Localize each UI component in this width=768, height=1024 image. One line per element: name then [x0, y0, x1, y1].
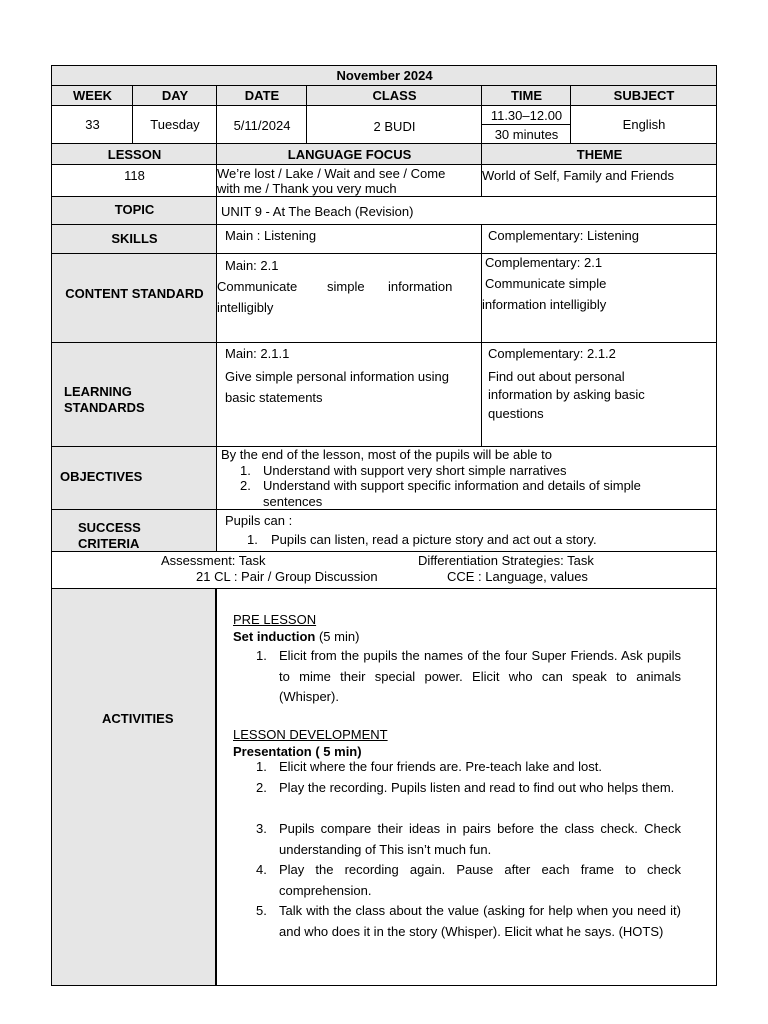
- learning-standards-comp-line-3: questions: [488, 406, 544, 421]
- date-value: 5/11/2024: [233, 118, 291, 133]
- dev-item-3-text: Pupils compare their ideas in pairs before the class check. Check understanding of This isn’t much fun.: [279, 821, 681, 857]
- lesson-plan-table: [51, 65, 717, 986]
- cl-text: 21 CL : Pair / Group Discussion: [196, 569, 378, 584]
- day-value: Tuesday: [150, 117, 200, 132]
- objective-2-number: 2.: [240, 478, 251, 493]
- success-criteria-intro: Pupils can :: [225, 513, 293, 528]
- content-standard-main-word-1: Communicate: [217, 279, 298, 294]
- objective-2-text-line-2: sentences: [263, 494, 323, 509]
- skills-complementary: Complementary: Listening: [488, 228, 640, 243]
- cce-text: CCE : Language, values: [447, 569, 588, 584]
- skills-main: Main : Listening: [225, 228, 317, 243]
- day-header: DAY: [161, 88, 189, 103]
- assessment-cell: [52, 552, 717, 589]
- dev-item-5-text: Talk with the class about the value (asking for help when you need it) and who does it in the story (Whisper). Elicit what he says. (HOTS): [279, 903, 681, 939]
- theme-value: World of Self, Family and Friends: [482, 168, 674, 183]
- activities-label-cell: [52, 589, 217, 986]
- differentiation-text: Differentiation Strategies: Task: [418, 553, 594, 568]
- duration-value: 30 minutes: [494, 127, 559, 142]
- lesson-number: 118: [124, 168, 145, 183]
- pre-lesson-heading: PRE LESSON: [233, 612, 317, 627]
- success-criteria-label-line-1: SUCCESS: [78, 520, 141, 535]
- week-value: 33: [85, 117, 100, 132]
- learning-standards-comp-line-2: information by asking basic: [488, 387, 645, 402]
- pre-item-1-text: Elicit from the pupils the names of the four Super Friends. Ask pupils to mime their special power. Elicit who can speak to animals (Whisper).: [279, 648, 681, 704]
- dev-item-2-text: Play the recording. Pupils listen and read to find out who helps them.: [279, 780, 675, 795]
- dev-item-3-number: 3.: [256, 821, 267, 836]
- language-focus-line-2: with me / Thank you very much: [217, 181, 397, 196]
- dev-item-4-number: 4.: [256, 862, 267, 877]
- theme-header: THEME: [576, 147, 623, 162]
- topic-value: UNIT 9 - At The Beach (Revision): [221, 204, 414, 219]
- learning-standards-main-code: Main: 2.1.1: [225, 346, 290, 361]
- presentation-heading: Presentation ( 5 min): [233, 744, 362, 759]
- topic-label: TOPIC: [114, 202, 155, 217]
- month-title: November 2024: [336, 68, 433, 83]
- objective-1-text: Understand with support very short simple narratives: [263, 463, 567, 478]
- class-header: CLASS: [372, 88, 417, 103]
- set-induction-heading: [233, 629, 359, 645]
- set-induction-time: (5 min): [315, 629, 360, 644]
- dev-item-2-number: 2.: [256, 780, 267, 795]
- objectives-intro: By the end of the lesson, most of the pupils will be able to: [221, 447, 552, 462]
- success-criterion-1-text: Pupils can listen, read a picture story and act out a story.: [271, 532, 597, 547]
- dev-item-1-text: Elicit where the four friends are. Pre-teach lake and lost.: [279, 759, 602, 774]
- time-value: 11.30–12.00: [490, 108, 563, 123]
- subject-value: English: [622, 117, 666, 132]
- content-standard-comp-code: Complementary: 2.1: [485, 255, 603, 270]
- lesson-header: LESSON: [107, 147, 162, 162]
- objectives-label: OBJECTIVES: [60, 469, 143, 484]
- content-standard-main-word-4: intelligibly: [217, 300, 274, 315]
- class-value: 2 BUDI: [373, 119, 416, 134]
- dev-item-1-number: 1.: [256, 759, 267, 774]
- learning-standards-main-line-1: Give simple personal information using: [225, 369, 449, 384]
- dev-item-5-number: 5.: [256, 903, 267, 918]
- learning-standards-comp-line-1: Find out about personal: [488, 369, 625, 384]
- activities-label: ACTIVITIES: [102, 711, 174, 726]
- content-standard-main-word-3: information: [388, 279, 453, 294]
- dev-item-4-text: Play the recording again. Pause after each frame to check comprehension.: [279, 862, 681, 898]
- objective-2-text-line-1: Understand with support specific information and details of simple: [263, 478, 641, 493]
- time-header: TIME: [510, 88, 543, 103]
- set-induction-label: Set induction: [233, 629, 316, 644]
- success-criteria-label-line-2: CRITERIA: [78, 536, 140, 551]
- subject-header: SUBJECT: [613, 88, 675, 103]
- week-header: WEEK: [73, 88, 112, 103]
- pre-item-1-number: 1.: [256, 648, 267, 663]
- assessment-text: Assessment: Task: [161, 553, 266, 568]
- objective-1-number: 1.: [240, 463, 251, 478]
- content-standard-comp-line-2: information intelligibly: [482, 297, 607, 312]
- date-header: DATE: [244, 88, 280, 103]
- language-focus-line-1: We’re lost / Lake / Wait and see / Come: [217, 166, 446, 181]
- learning-standards-label-line-2: STANDARDS: [64, 400, 145, 415]
- skills-label: SKILLS: [111, 231, 158, 246]
- success-criterion-1-number: 1.: [247, 532, 258, 547]
- content-standard-label: CONTENT STANDARD: [65, 286, 204, 301]
- learning-standards-main-line-2: basic statements: [225, 390, 323, 405]
- learning-standards-label-line-1: LEARNING: [64, 384, 132, 399]
- content-standard-main-code: Main: 2.1: [225, 258, 279, 273]
- lesson-development-heading: LESSON DEVELOPMENT: [233, 727, 388, 742]
- language-focus-header: LANGUAGE FOCUS: [287, 147, 412, 162]
- learning-standards-comp-code: Complementary: 2.1.2: [488, 346, 616, 361]
- content-standard-main-word-2: simple: [327, 279, 365, 294]
- content-standard-comp-line-1: Communicate simple: [485, 276, 607, 291]
